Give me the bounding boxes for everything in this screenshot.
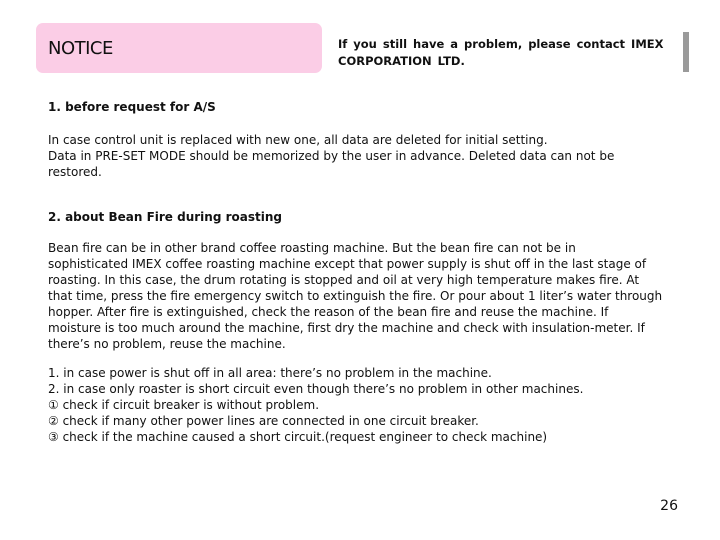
list-item: ③ check if the machine caused a short circuit.(request engineer to check machine) <box>48 430 548 444</box>
contact-note <box>338 36 668 70</box>
body-line: that time, press the fire emergency switch to extinguish the fire. Or pour about 1 liter’s water through <box>48 289 663 303</box>
body-line: sophisticated IMEX coffee roasting machine except that power supply is shut off in the last stage of <box>48 257 647 271</box>
body-line: roasting. In this case, the drum rotating is stopped and oil at very high temperature makes fire. At <box>48 273 640 287</box>
section-body-before-request <box>48 132 678 180</box>
list-item: ② check if many other power lines are connected in one circuit breaker. <box>48 414 479 428</box>
troubleshooting-list <box>48 365 678 445</box>
body-line: Bean fire can be in other brand coffee roasting machine. But the bean fire can not be in <box>48 241 576 255</box>
list-item: 1. in case power is shut off in all area: there’s no problem in the machine. <box>48 366 492 380</box>
list-item: ① check if circuit breaker is without problem. <box>48 398 320 412</box>
body-line: In case control unit is replaced with new one, all data are deleted for initial setting. <box>48 133 548 147</box>
section-body-bean-fire <box>48 240 678 352</box>
body-line: there’s no problem, reuse the machine. <box>48 337 286 351</box>
body-line: Data in PRE-SET MODE should be memorized by the user in advance. Deleted data can not be <box>48 149 615 163</box>
margin-marker <box>683 32 689 72</box>
body-line: restored. <box>48 165 102 179</box>
body-line: hopper. After fire is extinguished, check the reason of the bean fire and reuse the machine. If <box>48 305 609 319</box>
page-number: 26 <box>660 498 678 514</box>
body-line: moisture is too much around the machine, first dry the machine and check with insulation-meter. If <box>48 321 645 335</box>
contact-line: If you still have a problem, please contact IMEX <box>338 37 664 51</box>
contact-line: CORPORATION LTD. <box>338 54 465 68</box>
notice-title: NOTICE <box>48 38 113 59</box>
section-heading-before-request: 1. before request for A/S <box>48 100 216 114</box>
section-heading-bean-fire: 2. about Bean Fire during roasting <box>48 210 282 224</box>
list-item: 2. in case only roaster is short circuit even though there’s no problem in other machines. <box>48 382 584 396</box>
